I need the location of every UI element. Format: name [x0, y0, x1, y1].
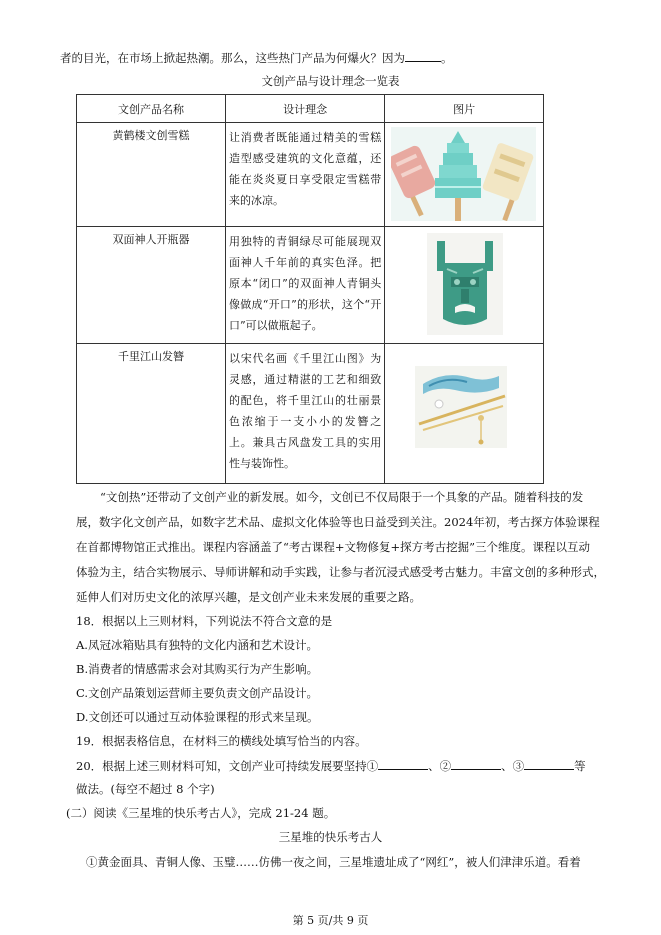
q20-suffix: 等 [574, 759, 586, 773]
product-name: 千里江山发簪 [77, 344, 226, 484]
table-row [77, 123, 544, 227]
q20-stem [76, 757, 586, 774]
section-heading: (二）阅读《三星堆的快乐考古人》，完成 21-24 题。 [66, 806, 336, 820]
product-image-cell [385, 344, 544, 484]
material3-line: 在首都博物馆正式推出。课程内容涵盖了“考古课程+文物修复+探方考古挖掘”三个维度。课程以互动 [76, 540, 591, 554]
header-name: 文创产品名称 [77, 95, 226, 123]
q20-sep: 、 [501, 759, 513, 773]
circled-3: ③ [512, 759, 525, 773]
header-image: 图片 [385, 95, 544, 123]
ice-cream-pagoda-image [391, 127, 536, 221]
product-concept: 让消费者既能通过精美的雪糕造型感受建筑的文化意蕴，还能在炎炎夏日享受限定雪糕带来的冰凉。 [225, 123, 384, 227]
material3-line: 延伸人们对历史文化的浓厚兴趣，是文创产业未来发展的重要之路。 [76, 590, 421, 604]
product-name: 黄鹤楼文创雪糕 [77, 123, 226, 227]
q18-option-b[interactable]: B.消费者的情感需求会对其购买行为产生影响。 [76, 662, 319, 676]
product-image-cell [385, 123, 544, 227]
table-row [77, 344, 544, 484]
q18-option-a[interactable]: A.凤冠冰箱贴具有独特的文化内涵和艺术设计。 [76, 638, 318, 652]
table-title: 文创产品与设计理念一览表 [261, 74, 400, 88]
product-concept: 用独特的青铜绿尽可能展现双面神人千年前的真实色泽。把原本“闭口”的双面神人青铜头像做成“开口”的形状，这个“开口”可以做瓶起子。 [225, 227, 384, 344]
circled-1: ① [366, 759, 379, 773]
article-title: 三星堆的快乐考古人 [278, 830, 383, 844]
q20-blank-3[interactable] [524, 757, 574, 770]
q18-option-c[interactable]: C.文创产品策划运营师主要负责文创产品设计。 [76, 686, 319, 700]
q20-blank-1[interactable] [378, 757, 428, 770]
material3-line: 体验为主，结合实物展示、导师讲解和动手实践，让参与者沉浸式感受考古魅力。丰富文创的多种形式， [76, 565, 605, 579]
intro-text: 者的目光，在市场上掀起热潮。那么，这些热门产品为何爆火？因为 [60, 51, 405, 65]
product-name: 双面神人开瓶器 [77, 227, 226, 344]
material3-line: “文创热”还带动了文创产业的新发展。如今，文创已不仅局限于一个具象的产品。随着科技的发 [100, 490, 584, 504]
hairpin-image [415, 366, 507, 448]
q18-option-d[interactable]: D.文创还可以通过互动体验课程的形式来呈现。 [76, 710, 319, 724]
table-header-row [77, 95, 544, 123]
page-footer: 第 5 页/共 9 页 [292, 914, 369, 927]
intro-end: 。 [441, 51, 453, 65]
circled-2: ② [439, 759, 452, 773]
product-image-cell [385, 227, 544, 344]
product-concept: 以宋代名画《千里江山图》为灵感，通过精湛的工艺和细致的配色，将千里江山的壮丽景色浓缩于一支小小的发簪之上。兼具古风盘发工具的实用性与装饰性。 [225, 344, 384, 484]
q19-stem: 19．根据表格信息，在材料三的横线处填写恰当的内容。 [76, 734, 367, 748]
q18-stem: 18．根据以上三则材料，下列说法不符合文意的是 [76, 614, 333, 628]
header-concept: 设计理念 [225, 95, 384, 123]
table-row [77, 227, 544, 344]
article-paragraph: ①黄金面具、青铜人像、玉璧……仿佛一夜之间，三星堆遗址成了“网红”，被人们津津乐道。看着 [86, 855, 581, 869]
q20-line2: 做法。(每空不超过 8 个字) [76, 782, 215, 796]
q20-prefix: 20．根据上述三则材料可知，文创产业可持续发展要坚持 [76, 759, 367, 773]
q20-blank-2[interactable] [451, 757, 501, 770]
q20-sep: 、 [428, 759, 440, 773]
material3-line: 展，数字化文创产品，如数字艺术品、虚拟文化体验等也日益受到关注。2024年初，考古探方体验课程 [76, 515, 600, 529]
bronze-mask-opener-image [427, 233, 503, 335]
products-table [76, 94, 544, 484]
answer-blank[interactable] [405, 49, 441, 62]
intro-line [60, 49, 453, 66]
